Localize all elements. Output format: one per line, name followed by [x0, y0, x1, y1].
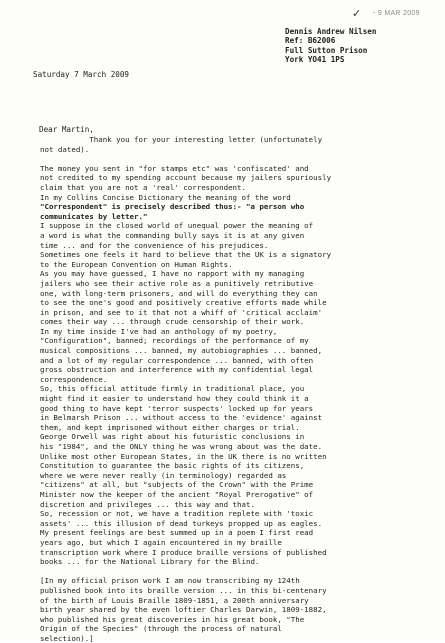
letter-line: selection).] — [40, 633, 94, 643]
letter-line: Unlike most other European States, in the UK there is no written — [40, 451, 327, 461]
letter-body — [40, 135, 412, 643]
letter-line: might find it easier to understand how they could think it a — [40, 394, 309, 404]
check-mark-icon: ✓ — [352, 8, 362, 20]
letter-line: published book into its braille version ... in this bi-centenary — [40, 585, 327, 595]
received-date-stamp: - 9 MAR 2009 — [373, 10, 420, 17]
letter-line: "Correspondent" is precisely described thus:- "a person who — [40, 202, 305, 212]
sender-address — [285, 27, 376, 64]
letter-line: of the birth of Louis Braille 1809-1851, a 200th anniversary — [40, 595, 309, 605]
letter-line: communicates by letter." — [40, 211, 148, 221]
letter-line: The money you sent in "for stamps etc" was 'confiscated' and — [40, 163, 309, 173]
paragraph-gap — [40, 567, 412, 577]
letter-line: in prison, and see to it that not a whiff of 'critical acclaim' — [40, 307, 323, 317]
sender-ref: Ref: B62006 — [285, 36, 336, 46]
letter-line: one, with long-term prisoners, and will do everything they can — [40, 288, 318, 298]
letter-line: George Orwell was right about his futuristic conclusions in — [40, 432, 305, 442]
letter-line: Constitution to guarantee the basic rights of its citizens, — [40, 461, 305, 471]
letter-line: Minister now the keeper of the ancient "Royal Prerogative" of — [40, 489, 314, 499]
salutation: Dear Martin, — [39, 125, 94, 134]
letter-line: Sometimes one feels it hard to believe that the UK is a signatory — [40, 250, 332, 260]
letter-line: who published his great discoveries in his great book, "The — [40, 614, 305, 624]
sender-name: Dennis Andrew Nilsen — [285, 27, 377, 36]
letter-line: My present feelings are best summed up in a poem I first read — [40, 528, 314, 538]
letter-line: them, and kept imprisoned without either charges or trial. — [40, 422, 300, 432]
letter-line: to the European Convention on Human Rights. — [40, 259, 233, 269]
letter-date: Saturday 7 March 2009 — [33, 70, 130, 79]
letter-line: to see the one's good and positively creative efforts made while — [40, 298, 327, 308]
letter-line: not dated). — [40, 144, 90, 154]
letter-line: and a lot of my regular correspondence ... banned, with often — [40, 355, 314, 365]
letter-line: In my Collins Concise Dictionary the meaning of the word — [40, 192, 291, 202]
letter-line: comes their way ... through crude censorship of their work. — [40, 317, 305, 327]
letter-line: his "1984", and the ONLY thing he was wrong about was the date. — [40, 442, 323, 451]
letter-line: gross obstruction and interference with my confidential legal — [40, 365, 314, 375]
letter-line: in Belmarsh Prison ... without access to the 'evidence' against — [40, 413, 323, 423]
letter-line: birth year shared by the even loftier Charles Darwin, 1809-1882, — [40, 605, 327, 615]
letter-line: a word is what the commanding bully says it is at any given — [40, 230, 305, 240]
letter-line: where we were never really (in terminology) regarded as — [40, 470, 287, 480]
sender-prison: Full Sutton Prison — [285, 45, 368, 55]
letter-line: good thing to have kept 'terror suspects' locked up for years — [40, 403, 314, 413]
letter-line: transcription work where I produce braille versions of published — [40, 547, 327, 557]
letter-line: "Configuration", banned; recordings of the performance of my — [40, 336, 309, 346]
letter-line: discretion and privileges ... this way and that. — [40, 499, 255, 509]
letter-line: assets' ... this illusion of dead turkeys propped up as eagles. — [40, 518, 323, 528]
letter-line: books ... for the National Library for the Blind. — [40, 557, 260, 567]
letter-line: So, recession or not, we have a tradition replete with 'toxic — [40, 509, 314, 519]
letter-line: Origin of the Species" (through the process of natural — [40, 624, 282, 634]
letter-line: claim that you are not a 'real' correspondent. — [40, 182, 246, 192]
letter-line: time ... and for the convenience of his prejudices. — [40, 240, 269, 250]
sender-town: York YO41 1PS — [285, 54, 345, 64]
letter-line: As you may have guessed, I have no rapport with my managing — [40, 269, 305, 279]
letter-line: So, this official attitude firmly in traditional place, you — [40, 384, 305, 394]
letter-line: I suppose in the closed world of unequal power the meaning of — [40, 221, 314, 231]
letter-line: correspondence. — [40, 374, 108, 384]
letter-line: "citizens" at all, but "subjects of the Crown" with the Prime — [40, 480, 314, 490]
letter-line: years ago, but which I again encountered in my braille — [40, 537, 282, 547]
letter-line: jailers who see their active role as a punitively retributive — [40, 278, 314, 288]
letter-line: [In my official prison work I am now transcribing my 124th — [40, 576, 300, 586]
letter-line: Thank you for your interesting letter (unfortunately — [40, 135, 323, 144]
letter-line: musical compositions ... banned, my autobiographies ... banned, — [40, 346, 323, 356]
letter-line: In my time inside I've had an anthology of my poetry, — [40, 326, 278, 336]
paragraph-gap — [40, 154, 412, 164]
letter-line: not credited to my spending account because my jailers spuriously — [40, 173, 332, 183]
